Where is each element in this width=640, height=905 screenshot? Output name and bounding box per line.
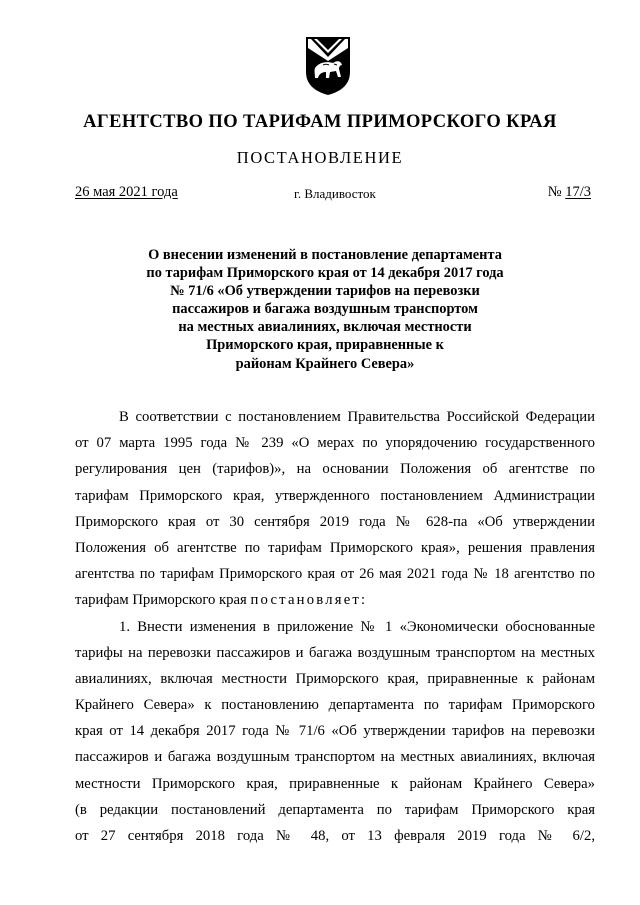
document-number [548,184,591,201]
body-line: местности Приморского края, приравненные к районам Крайнего Севера» [75,775,595,792]
title-line: районам Крайнего Севера» [235,355,415,372]
document-number-prefix: № [547,184,566,200]
title-line: № 71/6 «Об утверждении тарифов на перевозки [170,283,480,300]
body-line: пассажиров и багажа воздушным транспортом на местных авиалиниях, включая [75,749,595,766]
title-line: по тарифам Приморского края от 14 декабря 2017 года [146,265,504,282]
body-line: 1. Внести изменения в приложение № 1 «Экономически обоснованные [119,618,595,635]
body-line [75,587,595,613]
document-number-value: 17/3 [565,184,591,200]
body-line: от 27 сентября 2018 года № 48, от 13 февраля 2019 года № 6/2, [75,828,595,844]
title-line: на местных авиалиниях, включая местности [178,319,472,336]
agency-name: АГЕНТСТВО ПО ТАРИФАМ ПРИМОРСКОГО КРАЯ [83,112,557,132]
body-line: края от 14 декабря 2017 года № 71/6 «Об утверждении тарифов на перевозки [75,723,595,740]
document-title [110,246,540,373]
body-line: тарифам Приморского края, утвержденного постановлением Администрации [75,487,595,504]
title-line: О внесении изменений в постановление департамента [148,247,502,263]
body-line: Положения об агентстве по тарифам Приморского края», решения правления [75,539,595,556]
body-line-text: тарифам Приморского края [75,592,251,609]
title-line: пассажиров и багажа воздушным транспортом [172,301,478,318]
body-line: Крайнего Севера» к постановлению департамента по тарифам Приморского [75,697,595,714]
document-type: ПОСТАНОВЛЕНИЕ [236,148,404,167]
body-line: Приморского края от 30 сентября 2019 года № 628-па «Об утверждении [75,513,595,530]
primorsky-krai-coat-of-arms-icon [303,34,353,96]
document-body [75,404,595,849]
body-line: В соответствии с постановлением Правительства Российской Федерации [119,409,595,425]
title-line: Приморского края, приравненные к [206,337,444,354]
body-line: (в редакции постановлений департамента по тарифам Приморского края [75,801,595,818]
document-date: 26 мая 2021 года [75,184,178,200]
body-line: авиалиниях, включая местности Приморского края, приравненные к районам [75,670,595,687]
body-line: тарифы на перевозки пассажиров и багажа воздушным транспортом на местных [75,644,595,661]
decree-word: постановляет: [250,592,368,609]
document-city: г. Владивосток [294,186,376,201]
body-line: от 07 марта 1995 года № 239 «О мерах по упорядочению государственного [75,435,595,452]
body-line: регулирования цен (тарифов)», на основании Положения об агентстве по [75,461,595,478]
body-line: агентства по тарифам Приморского края от 26 мая 2021 года № 18 агентство по [75,566,595,583]
